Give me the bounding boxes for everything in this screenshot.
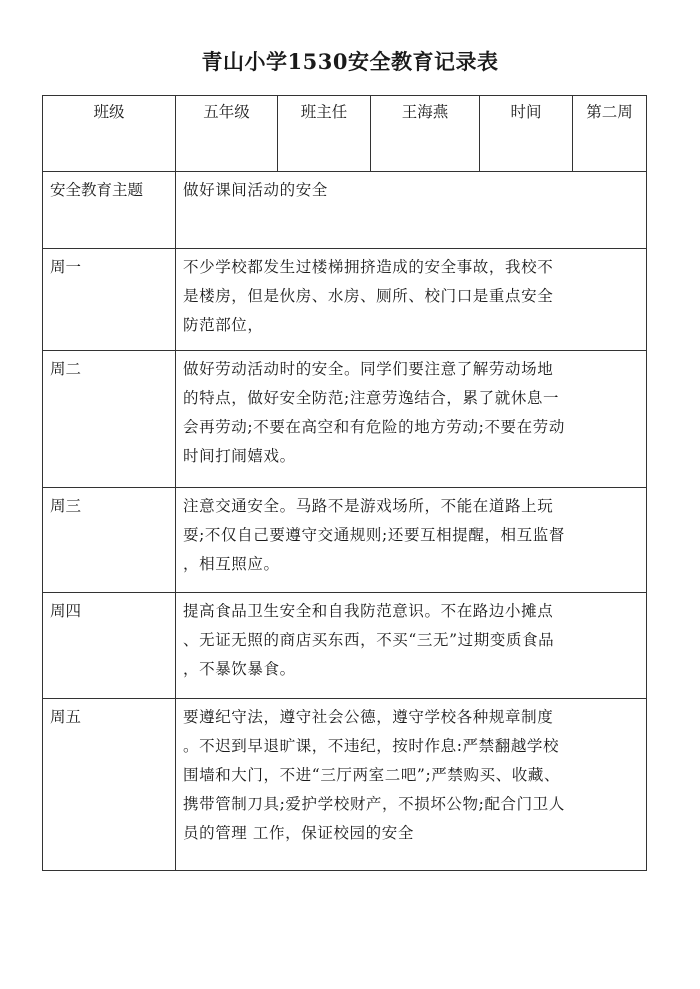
content-line: 提高食品卫生安全和自我防范意识。不在路边小摊点 [183,602,554,620]
theme-label: 安全教育主题 [43,172,176,249]
content-line: 不少学校都发生过楼梯拥挤造成的安全事故，我校不 [183,258,554,276]
class-label: 班级 [43,96,176,172]
table-row [43,593,647,699]
content-line: 、无证无照的商店买东西，不买“三无”过期变质食品 [183,631,555,649]
table-row [43,351,647,488]
time-label: 时间 [480,96,573,172]
day-label: 周三 [43,488,176,593]
day-content [176,249,647,351]
content-line: 围墙和大门，不进“三厅两室二吧”;严禁购买、收藏、 [183,766,561,784]
content-line: 做好劳动活动时的安全。同学们要注意了解劳动场地 [183,360,554,378]
safety-record-table [42,95,647,871]
table-row [43,699,647,871]
content-line: ，相互照应。 [183,555,280,573]
day-content [176,351,647,488]
theme-row [43,172,647,249]
time-value: 第二周 [573,96,647,172]
content-line: 携带管制刀具;爱护学校财产，不损坏公物;配合门卫人 [183,795,565,813]
content-line: 员的管理 工作，保证校园的安全 [183,824,414,842]
teacher-value: 王海燕 [371,96,480,172]
table-row [43,488,647,593]
header-row [43,96,647,172]
content-line: 时间打闹嬉戏。 [183,447,296,465]
class-value: 五年级 [176,96,278,172]
content-line: 注意交通安全。马路不是游戏场所，不能在道路上玩 [183,497,554,515]
content-line: 。不迟到早退旷课，不违纪，按时作息:严禁翻越学校 [183,737,560,755]
theme-value: 做好课间活动的安全 [176,172,647,249]
content-line: 的特点，做好安全防范;注意劳逸结合，累了就休息一 [183,389,560,407]
table-row [43,249,647,351]
day-content [176,699,647,871]
day-content [176,488,647,593]
content-line: 耍;不仅自己要遵守交通规则;还要互相提醒，相互监督 [183,526,565,544]
day-label: 周一 [43,249,176,351]
day-label: 周四 [43,593,176,699]
day-label: 周五 [43,699,176,871]
teacher-label: 班主任 [278,96,371,172]
content-line: 是楼房，但是伙房、水房、厕所、校门口是重点安全 [183,287,554,305]
content-line: 要遵纪守法，遵守社会公德，遵守学校各种规章制度 [183,708,554,726]
content-line: ，不暴饮暴食。 [183,660,296,678]
page-title: 青山小学1530安全教育记录表 [201,49,499,74]
day-content [176,593,647,699]
content-line: 会再劳动;不要在高空和有危险的地方劳动;不要在劳动 [183,418,565,436]
content-line: 防范部位， [183,316,264,334]
day-label: 周二 [43,351,176,488]
